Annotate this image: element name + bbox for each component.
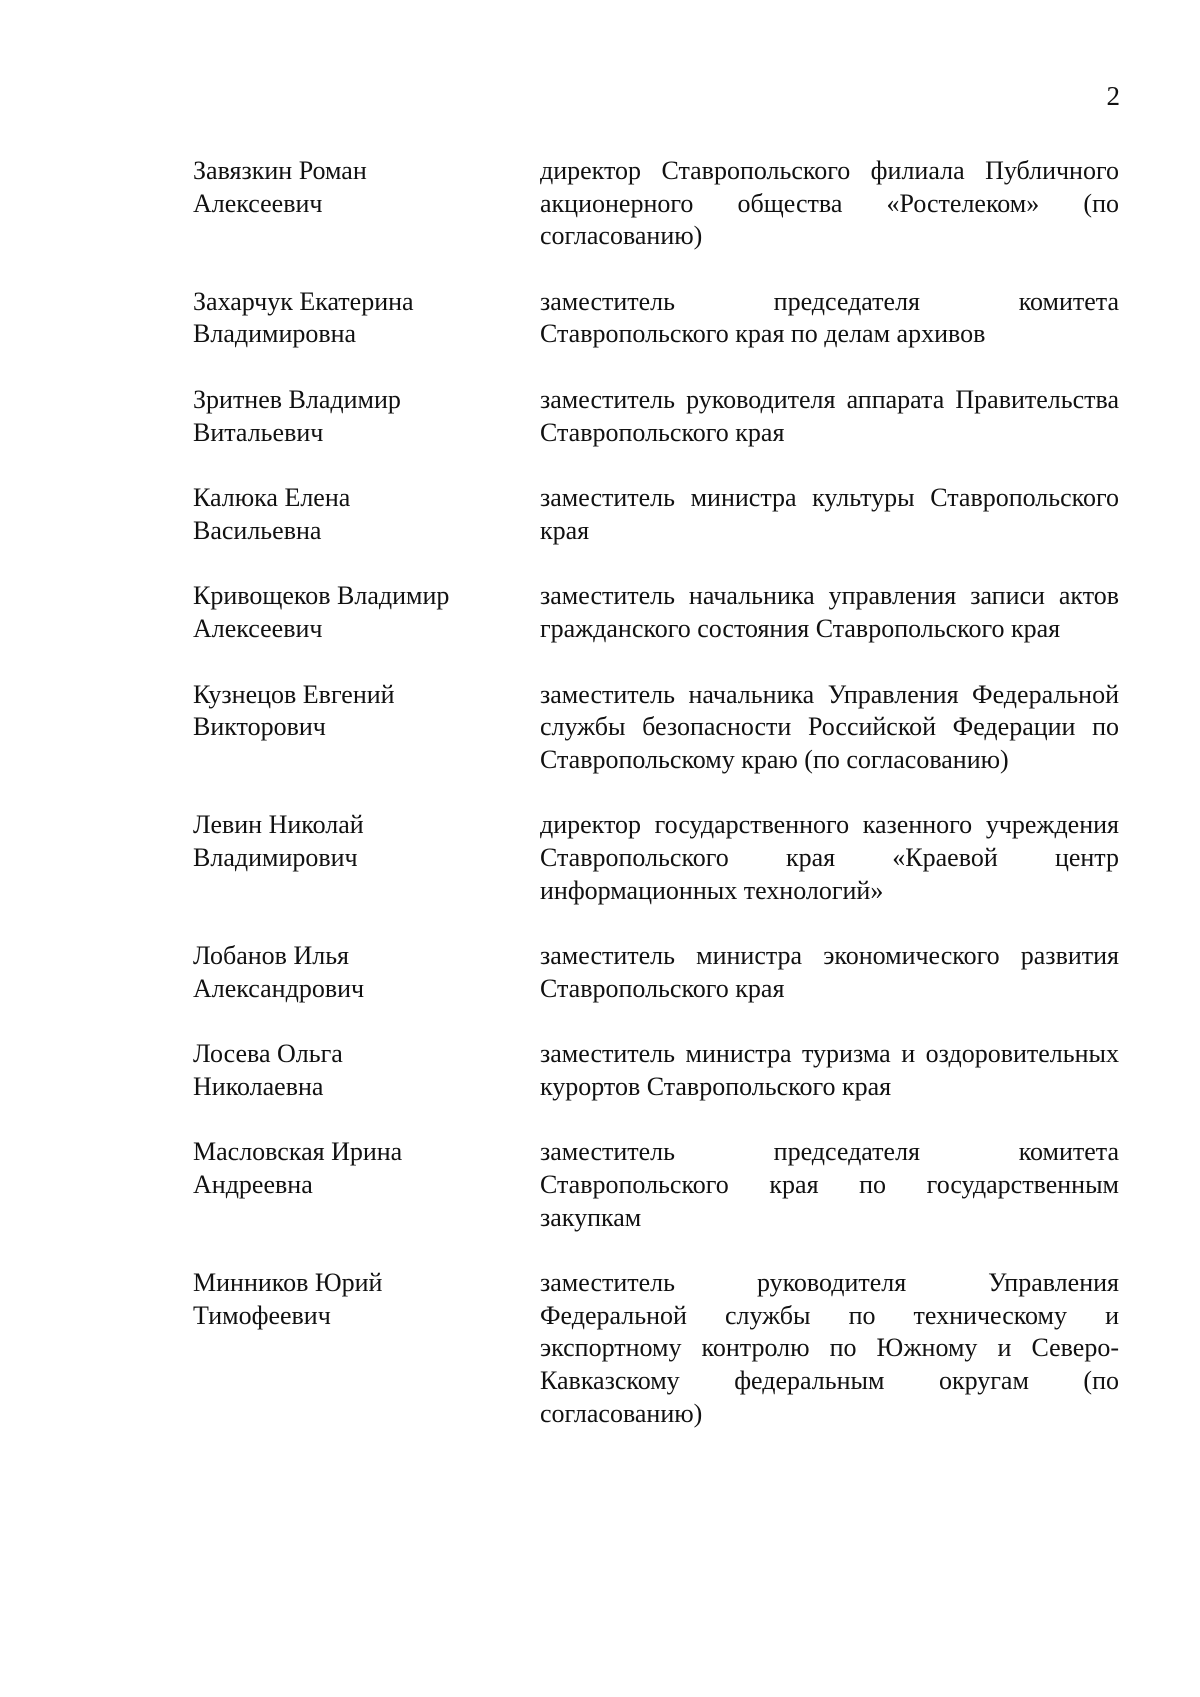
member-row bbox=[193, 1038, 1119, 1103]
member-name: Масловская Ирина Андреевна bbox=[193, 1137, 403, 1200]
page-number: 2 bbox=[1106, 81, 1120, 111]
member-row bbox=[193, 155, 1119, 253]
member-row bbox=[193, 809, 1119, 907]
member-row bbox=[193, 482, 1119, 547]
member-row bbox=[193, 1267, 1119, 1430]
member-name: Калюка Елена Васильевна bbox=[193, 483, 351, 545]
member-position: заместитель руководителя Управления Федеральной службы по техническому и экспортному контролю по Южному и Северо-Кавказскому федеральным округам (по согласованию) bbox=[540, 1268, 1119, 1428]
member-position: заместитель министра туризма и оздоровительных курортов Ставропольского края bbox=[540, 1039, 1119, 1101]
member-name: Захарчук Екатерина Владимировна bbox=[193, 286, 414, 349]
member-row bbox=[193, 384, 1119, 449]
member-row bbox=[193, 1136, 1119, 1234]
member-position: директор государственного казенного учреждения Ставропольского края «Краевой центр информационных технологий» bbox=[540, 810, 1119, 905]
member-position: заместитель начальника Управления Федеральной службы безопасности Российской Федерации по Ставропольскому краю (по согласованию) bbox=[540, 679, 1119, 774]
member-position: заместитель руководителя аппарата Правительства Ставропольского края bbox=[540, 384, 1119, 447]
member-name: Зритнев Владимир Витальевич bbox=[193, 384, 401, 447]
member-name: Завязкин Роман Алексеевич bbox=[193, 156, 367, 218]
member-name: Кузнецов Евгений Викторович bbox=[193, 679, 395, 742]
member-row bbox=[193, 679, 1119, 777]
members-list bbox=[193, 155, 1119, 1430]
member-position: заместитель председателя комитета Ставропольского края по делам архивов bbox=[540, 286, 1119, 349]
member-row bbox=[193, 580, 1119, 645]
member-position: заместитель начальника управления записи актов гражданского состояния Ставропольского края bbox=[540, 581, 1119, 643]
member-row bbox=[193, 940, 1119, 1005]
member-position: заместитель министра экономического развития Ставропольского края bbox=[540, 941, 1119, 1003]
member-name: Минников Юрий Тимофеевич bbox=[193, 1268, 383, 1330]
member-name: Левин Николай Владимирович bbox=[193, 810, 364, 872]
member-name: Кривощеков Владимир Алексеевич bbox=[193, 581, 450, 643]
member-position: заместитель министра культуры Ставропольского края bbox=[540, 483, 1119, 545]
member-position: заместитель председателя комитета Ставропольского края по государственным закупкам bbox=[540, 1137, 1119, 1232]
member-row bbox=[193, 286, 1119, 351]
member-name: Лобанов Илья Александрович bbox=[193, 941, 365, 1003]
member-position: директор Ставропольского филиала Публичного акционерного общества «Ростелеком» (по согласованию) bbox=[540, 156, 1119, 251]
member-name: Лосева Ольга Николаевна bbox=[193, 1039, 343, 1101]
